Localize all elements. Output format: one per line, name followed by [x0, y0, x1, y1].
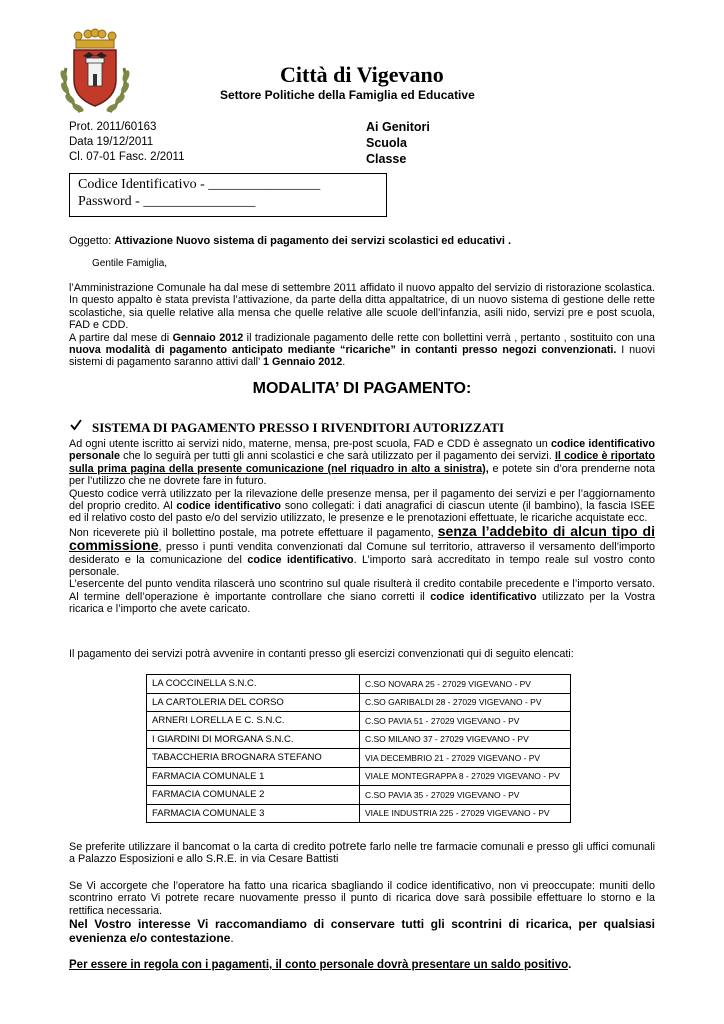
table-row: LA CARTOLERIA DEL CORSO C.SO GARIBALDI 28 - 27029 VIGEVANO - PV: [147, 693, 571, 712]
body-paragraph-usage: Questo codice verrà utilizzato per la rilevazione delle presenze mensa, per il pagamento dei servizi e per l’aggiornamento del proprio credito. Al codice identificativo sono collegati: i dati anagrafici di ciascun utente (il bambino), la fascia ISEE ed il relativo costo del pasto e/o del servizio utilizzato, le presenze e le prenotazioni effettuate, le ricariche acquistate ecc.: [69, 487, 655, 525]
body-section: [69, 438, 655, 616]
positive-balance-paragraph: Per essere in regola con i pagamenti, il conto personale dovrà presentare un saldo positivo.: [69, 959, 572, 971]
checkmark-icon: [69, 418, 83, 432]
wrong-recharge-paragraph: Se Vi accorgete che l’operatore ha fatto una ricarica sbagliando il codice identificativo, non vi preoccupate: muniti dello scontrino errato Vi potrete recare nuovamente presso il punto di ricarica dove sarà possibile effettuare lo storno e la rettifica necessaria.: [69, 880, 655, 917]
identification-code-line: Codice Identificativo - ________________: [78, 177, 321, 192]
dealers-table: [146, 674, 571, 823]
intro-paragraph-1: l’Amministrazione Comunale ha dal mese di settembre 2011 affidato il nuovo appalto del servizio di ristorazione scolastica. In questo appalto è stata prevista l’attivazione, da parte della ditta appaltatrice, di un nuovo sistema di gestione delle rette scolastiche, sia quelle relative alla mensa che quelle relative alle scuole dell’infanzia, asili nido, servizi pre e post scuola, FAD e CDD.: [69, 282, 655, 332]
department-name: Settore Politiche della Famiglia ed Educative: [220, 88, 475, 102]
table-row: LA COCCINELLA S.N.C. C.SO NOVARA 25 - 27029 VIGEVANO - PV: [147, 675, 571, 694]
intro-paragraph-2: A partire dal mese di Gennaio 2012 il tradizionale pagamento delle rette con bollettini verrà , pertanto , sostituito con una nuova modalità di pagamento anticipato mediante “ricariche” in contanti presso negozi convenzionati. I nuovi sistemi di pagamento saranno attivi dall’ 1 Gennaio 2012.: [69, 331, 655, 369]
intro-section: [69, 282, 655, 369]
city-coat-of-arms-logo: [58, 28, 132, 118]
table-row: FARMACIA COMUNALE 3 VIALE INDUSTRIA 225 - 27029 VIGEVANO - PV: [147, 804, 571, 823]
table-row: FARMACIA COMUNALE 2 C.SO PAVIA 35 - 27029 VIGEVANO - PV: [147, 786, 571, 805]
city-title: Città di Vigevano: [280, 62, 444, 87]
subject-text: Attivazione Nuovo sistema di pagamento dei servizi scolastici ed educativi .: [114, 235, 511, 247]
dealers-intro: Il pagamento dei servizi potrà avvenire in contanti presso gli esercizi convenzionati qui di seguito elencati:: [69, 648, 574, 660]
table-row: I GIARDINI DI MORGANA S.N.C. C.SO MILANO 37 - 27029 VIGEVANO - PV: [147, 730, 571, 749]
table-row: TABACCHERIA BROGNARA STEFANO VIA DECEMBRIO 21 - 27029 VIGEVANO - PV: [147, 749, 571, 768]
keep-receipts-paragraph: Nel Vostro interesse Vi raccomandiamo di conservare tutti gli scontrini di ricarica, per qualsiasi evenienza e/o contestazione.: [69, 917, 655, 945]
credentials-box: [69, 173, 387, 217]
body-paragraph-payment: Non riceverete più il bollettino postale, ma potrete effettuare il pagamento, senza l’addebito di alcun tipo di commissione, presso i punti vendita convenzionati dal Comune sul territorio, attraverso il versamento dell’importo desiderato e la comunicazione del codice identificativo. L’importo sarà accreditato in tempo reale sul vostro conto personale.: [69, 522, 655, 579]
card-payment-paragraph: Se preferite utilizzare il bancomat o la carta di credito potrete farlo nelle tre farmacie comunali e presso gli uffici comunali a Palazzo Esposizioni e allo S.R.E. in via Cesare Battisti: [69, 839, 655, 866]
recipient-class: Classe: [366, 152, 407, 166]
greeting: Gentile Famiglia,: [92, 258, 168, 269]
password-line: Password - ________________: [78, 194, 256, 209]
table-row: FARMACIA COMUNALE 1 VIALE MONTEGRAPPA 8 - 27029 VIGEVANO - PV: [147, 767, 571, 786]
body-paragraph-receipt: L’esercente del punto vendita rilascerà uno scontrino sul quale risulterà il credito contabile precedente e l’importo versato. Al termine dell’operazione è importante controllare che siano corretti il codice identificativo utilizzato per la Vostra ricarica e l’importo che avete caricato.: [69, 578, 656, 616]
recipient-parents: Ai Genitori: [366, 120, 430, 134]
classification: Cl. 07-01 Fasc. 2/2011: [69, 151, 185, 163]
protocol-number: Prot. 2011/60163: [69, 121, 157, 133]
section-title: MODALITA’ DI PAGAMENTO:: [252, 380, 472, 397]
body-paragraph-code: Ad ogni utente iscritto ai servizi nido, materne, mensa, pre-post scuola, FAD e CDD è assegnato un codice identificativo personale che lo seguirà per tutti gli anni scolastici e che sarà utilizzato per il pagamento dei servizi. Il codice è riportato sulla prima pagina della presente comunicazione (nel riquadro in alto a sinistra), e potete sin d’ora prenderne nota per l’utilizzo che ne dovrete fare in futuro.: [69, 438, 656, 488]
table-row: ARNERI LORELLA E C. S.N.C. C.SO PAVIA 51 - 27029 VIGEVANO - PV: [147, 712, 571, 731]
document-date: Data 19/12/2011: [69, 136, 154, 148]
subject-label: Oggetto:: [69, 235, 115, 247]
subsection-title: SISTEMA DI PAGAMENTO PRESSO I RIVENDITORI AUTORIZZATI: [92, 420, 505, 435]
subject-line: [69, 235, 511, 247]
recipient-school: Scuola: [366, 136, 407, 150]
